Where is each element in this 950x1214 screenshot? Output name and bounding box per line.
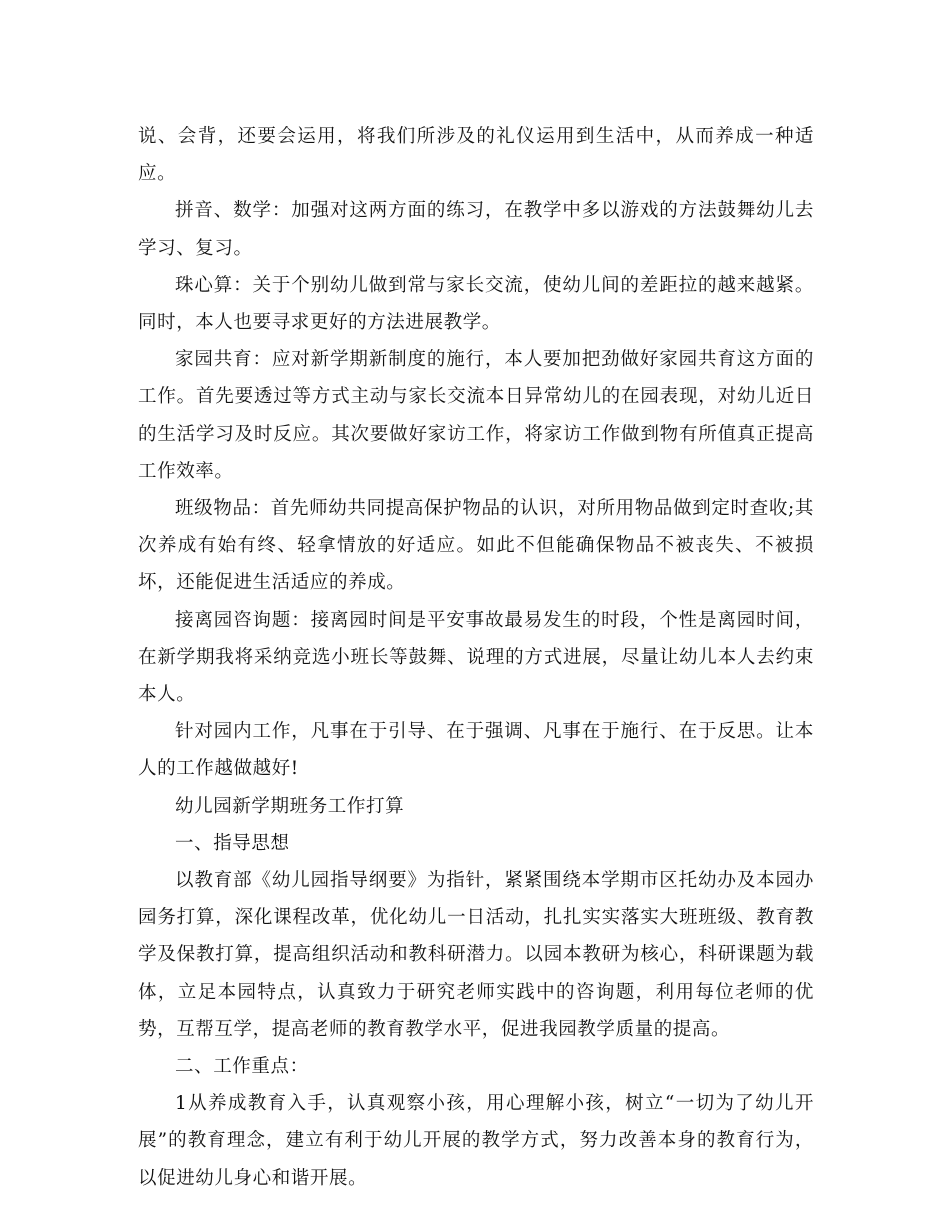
paragraph-class-items: 班级物品：首先师幼共同提高保护物品的认识，对所用物品做到定时查收;其次养成有始有终、轻拿情放的好适应。如此不但能确保物品不被丧失、不被损坏，还能促进生活适应的养成。 <box>138 498 814 594</box>
paragraph-pinyin-math: 拼音、数学：加强对这两方面的练习，在教学中多以游戏的方法鼓舞幼儿去学习、复习。 <box>138 200 814 259</box>
paragraph-guiding-ideology: 以教育部《幼儿园指导纲要》为指针，紧紧围绕本学期市区托幼办及本园办园务打算，深化课程改革，优化幼儿一日活动，扎扎实实落实大班班级、教育教学及保教打算，提高组织活动和教科研潜力。以园本教研为核心，科研课题为载体，立足本园特点，认真致力于研究老师实践中的咨询题，利用每位老师的优势，互帮互学，提高老师的教育教学水平，促进我园教学质量的提高。 <box>138 870 814 1040</box>
paragraph-etiquette-continuation: 说、会背，还要会运用，将我们所涉及的礼仪运用到生活中，从而养成一种适应。 <box>138 126 814 185</box>
paragraph-work-focus-1: 1从养成教育入手，认真观察小孩，用心理解小孩，树立“一切为了幼儿开展”的教育理念，建立有利于幼儿开展的教学方式，努力改善本身的教育行为，以促进幼儿身心和谐开展。 <box>138 1093 814 1189</box>
heading-work-focus: 二、工作重点： <box>175 1056 309 1078</box>
paragraph-abacus: 珠心算：关于个别幼儿做到常与家长交流，使幼儿间的差距拉的越来越紧。同时，本人也要寻求更好的方法进展教学。 <box>138 274 814 334</box>
document-body <box>138 118 814 1197</box>
section-title: 幼儿园新学期班务工作打算 <box>175 795 405 817</box>
paragraph-home-school: 家园共育：应对新学期新制度的施行，本人要加把劲做好家园共育这方面的工作。首先要透过等方式主动与家长交流本日异常幼儿的在园表现，对幼儿近日的生活学习及时反应。其次要做好家访工作，将家访工作做到物有所值真正提高工作效率。 <box>138 349 814 482</box>
paragraph-summary: 针对园内工作，凡事在于引导、在于强调、凡事在于施行、在于反思。让本人的工作越做越好! <box>138 721 814 780</box>
paragraph-pickup-issue: 接离园咨询题：接离园时间是平安事故最易发生的时段，个性是离园时间，在新学期我将采纳竞选小班长等鼓舞、说理的方式进展，尽量让幼儿本人去约束本人。 <box>138 609 814 706</box>
heading-guiding-ideology: 一、指导思想 <box>175 832 290 854</box>
